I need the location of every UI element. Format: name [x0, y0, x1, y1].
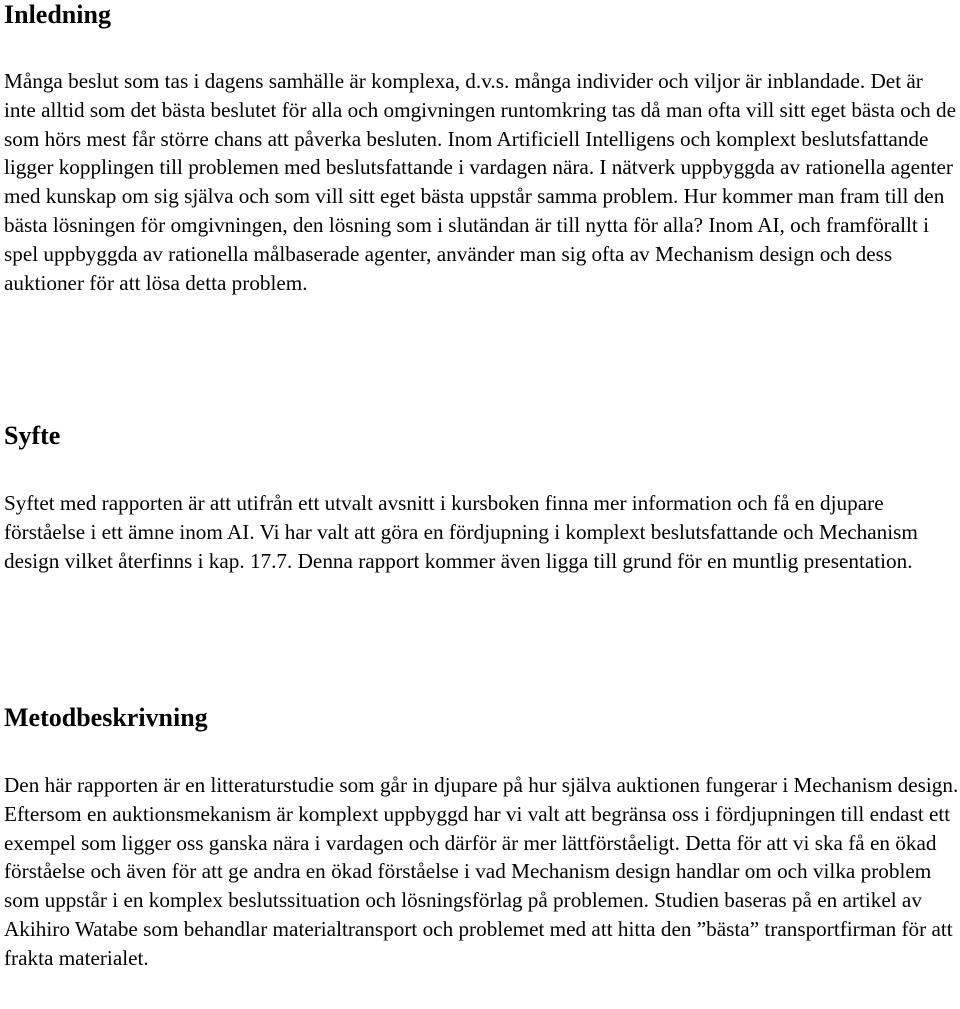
paragraph-inledning: Många beslut som tas i dagens samhälle är komplexa, d.v.s. många individer och viljor är inblandade. Det är inte alltid som det bästa beslutet för alla och omgivningen runtomkring tas då man ofta vill sitt eget bästa och de som hörs mest får större chans att påverka besluten. Inom Artificiell Intelligens och komplext beslutsfattande ligger kopplingen till problemen med beslutsfattande i vardagen nära. I nätverk uppbyggda av rationella agenter med kunskap om sig själva och som vill sitt eget bästa uppstår samma problem. Hur kommer man fram till den bästa lösningen för omgivningen, den lösning som i slutändan är till nytta för alla? Inom AI, och framförallt i spel uppbyggda av rationella målbaserade agenter, använder man sig ofta av Mechanism design och dess auktioner för att lösa detta problem.: [4, 69, 957, 295]
paragraph-syfte: Syftet med rapporten är att utifrån ett utvalt avsnitt i kursboken finna mer information och få en djupare förståelse i ett ämne inom AI. Vi har valt att göra en fördjupning i komplext beslutsfattande och Mechanism design vilket återfinns i kap. 17.7. Denna rapport kommer även ligga till grund för en muntlig presentation.: [4, 491, 918, 573]
heading-inledning: Inledning: [4, 0, 111, 29]
heading-metodbeskrivning: Metodbeskrivning: [4, 703, 208, 732]
heading-syfte: Syfte: [4, 421, 61, 450]
paragraph-metodbeskrivning: Den här rapporten är en litteraturstudie som går in djupare på hur själva auktionen fungerar i Mechanism design. Eftersom en auktionsmekanism är komplext uppbyggd har vi valt att begränsa oss i fördjupningen till endast ett exempel som ligger oss ganska nära i vardagen och därför är mer lättförståeligt. Detta för att vi ska få en ökad förståelse och även för att ge andra en ökad förståelse i vad Mechanism design handlar om och vilka problem som uppstår i en komplex beslutssituation och lösningsförlag på problemen. Studien baseras på en artikel av Akihiro Watabe som behandlar materialtransport och problemet med att hitta den ”bästa” transportfirman för att frakta materialet.: [4, 773, 959, 970]
